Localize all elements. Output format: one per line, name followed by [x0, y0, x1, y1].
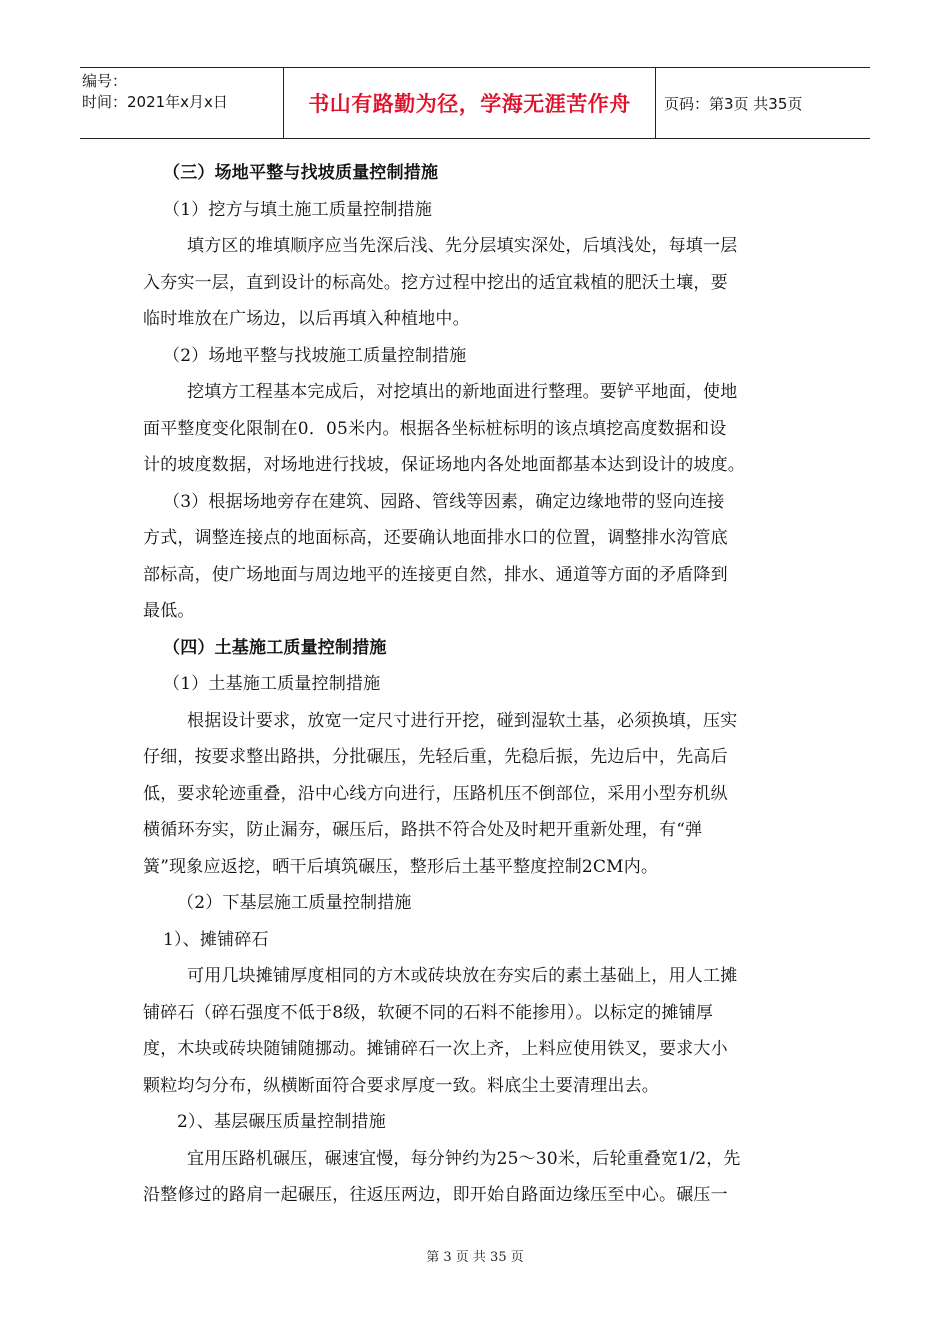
paragraph-line: 面平整度变化限制在0．05米内。根据各坐标桩标明的该点填挖高度数据和设 — [143, 418, 727, 439]
paragraph-line: 临时堆放在广场边，以后再填入种植地中。 — [143, 309, 470, 329]
paragraph-line: （2）下基层施工质量控制措施 — [177, 893, 412, 913]
paragraph-line: 铺碎石（碎石强度不低于8级，软硬不同的石料不能掺用）。以标定的摊铺厚 — [143, 1002, 714, 1023]
section-heading: （四）土基施工质量控制措施 — [163, 637, 387, 658]
paragraph-line: 颗粒均匀分布，纵横断面符合要求厚度一致。料底尘土要清理出去。 — [143, 1075, 659, 1096]
paragraph-line: 挖填方工程基本完成后，对挖填出的新地面进行整理。要铲平地面，使地 — [187, 382, 738, 402]
header-left-cell — [80, 68, 284, 138]
paragraph-line: 计的坡度数据，对场地进行找坡，保证场地内各处地面都基本达到设计的坡度。 — [143, 455, 745, 475]
page-header — [80, 67, 870, 139]
paragraph-line: 部标高，使广场地面与周边地平的连接更自然，排水、通道等方面的矛盾降到 — [143, 564, 728, 585]
paragraph-line: 可用几块摊铺厚度相同的方木或砖块放在夯实后的素土基础上，用人工摊 — [187, 966, 738, 986]
section-heading: （三）场地平整与找坡质量控制措施 — [163, 163, 439, 183]
header-motto-cell — [284, 68, 656, 138]
page-footer: 第 3 页 共 35 页 — [426, 1250, 524, 1265]
paragraph-line: 根据设计要求，放宽一定尺寸进行开挖，碰到湿软土基，必须换填，压实 — [187, 710, 738, 731]
paragraph-line: 沿整修过的路肩一起碾压，往返压两边，即开始自路面边缘压至中心。碾压一 — [143, 1185, 728, 1205]
paragraph-line: 仔细，按要求整出路拱，分批碾压，先轻后重，先稳后振，先边后中，先高后 — [143, 747, 728, 767]
paragraph-line: （2）场地平整与找坡施工质量控制措施 — [163, 345, 467, 366]
paragraph-line: （1）土基施工质量控制措施 — [163, 674, 381, 694]
paragraph-line: 方式，调整连接点的地面标高，还要确认地面排水口的位置，调整排水沟管底 — [143, 528, 728, 548]
number-label: 编号： — [82, 72, 128, 90]
paragraph-line: 簧”现象应返挖，晒干后填筑碾压，整形后土基平整度控制2CM内。 — [143, 856, 659, 877]
page-info: 页码：第3页 共35页 — [664, 94, 803, 113]
paragraph-line: （1）挖方与填土施工质量控制措施 — [163, 199, 433, 220]
paragraph-line: 度，木块或砖块随铺随挪动。摊铺碎石一次上齐，上料应使用铁叉，要求大小 — [143, 1039, 728, 1059]
paragraph-line: 入夯实一层，直到设计的标高处。挖方过程中挖出的适宜栽植的肥沃土壤，要 — [143, 272, 728, 293]
paragraph-line: 2）、基层碾压质量控制措施 — [177, 1112, 386, 1132]
time-label: 时间：2021年x月x日 — [82, 93, 228, 111]
motto-text: 书山有路勤为径，学海无涯苦作舟 — [308, 92, 631, 116]
paragraph-line: 1）、摊铺碎石 — [163, 929, 269, 950]
paragraph-line: 填方区的堆填顺序应当先深后浅、先分层填实深处，后填浅处，每填一层 — [187, 236, 738, 256]
document-body — [143, 155, 813, 1214]
paragraph-line: 横循环夯实，防止漏夯，碾压后，路拱不符合处及时耙开重新处理，有“弹 — [143, 820, 703, 840]
header-page-cell — [656, 68, 870, 138]
paragraph-line: 最低。 — [143, 601, 195, 621]
paragraph-line: （3）根据场地旁存在建筑、园路、管线等因素，确定边缘地带的竖向连接 — [163, 491, 725, 512]
paragraph-line: 低，要求轮迹重叠，沿中心线方向进行，压路机压不倒部位，采用小型夯机纵 — [143, 783, 728, 804]
paragraph-line: 宜用压路机碾压，碾速宜慢，每分钟约为25～30米，后轮重叠宽1/2，先 — [187, 1148, 741, 1169]
